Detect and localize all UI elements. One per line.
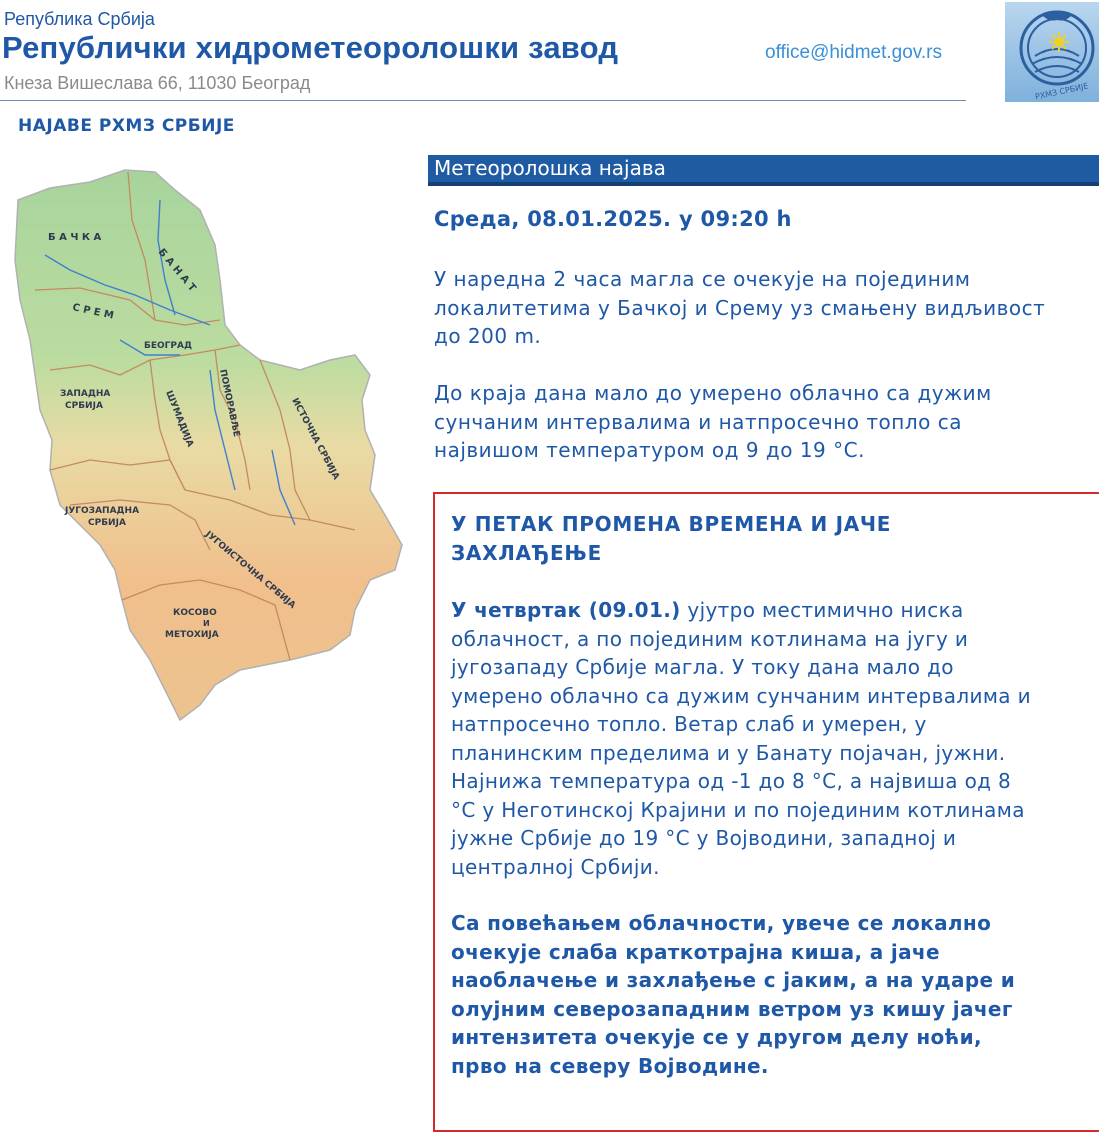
institution-name: Републички хидрометеоролошки завод	[2, 30, 619, 65]
region-label-jugozapadna-1[interactable]: ЈУГОЗАПАДНА	[65, 506, 140, 516]
region-label-pomoravlje[interactable]: ПОМОРАВЉЕ	[217, 368, 242, 438]
email-link[interactable]: office@hidmet.gov.rs	[765, 42, 942, 63]
day-label: У четвртак (09.01.)	[451, 598, 681, 622]
region-label-zapadna-2[interactable]: СРБИЈА	[65, 401, 103, 411]
region-label-jugozapadna-2[interactable]: СРБИЈА	[88, 518, 126, 528]
rhmz-logo	[1005, 2, 1099, 102]
region-label-jugoistocna[interactable]: ЈУГОИСТОЧНА СРБИЈА	[203, 529, 298, 611]
warning-thursday-text: У четвртак (09.01.) ујутро местимично ниска облачност, а по појединим котлинама на југу и југозападу Србије магла. У току дана мало до умерено облачно са дужим сунчаним интервалима и натпросечно топло. Ветар слаб и умерен, у планинским пределима и у Банату појачан, јужни. Најнижа температура од -1 до 8 °C, а највиша од 8 °C у Неготинској Крајини и по појединим котлинама јужне Србије до 19 °C у Војводини, западној и централној Србији.	[451, 598, 1031, 879]
warning-bold-text: Са повећањем облачности, увече се локално очекује слаба краткотрајна киша, а јаче наоблачење и захлађење с јаким, а на ударе и олујним северозападним ветром уз кишу јачег интензитета очекује се у другом делу ноћи, прво на северу Војводине.	[451, 911, 1016, 1078]
region-label-banat[interactable]: Б А Н А Т	[155, 246, 198, 294]
forecast-heading: Метеоролошка најава	[428, 155, 1099, 186]
region-label-beograd[interactable]: БЕОГРАД	[144, 341, 192, 351]
forecast-paragraph-1: У наредна 2 часа магла се очекује на појединим локалитетима у Бачкој и Срему уз смањену видљивост до 200 m.	[434, 267, 1046, 348]
institution-address: Кнеза Вишеслава 66, 11030 Београд	[4, 73, 311, 93]
region-label-srem[interactable]: С Р Е М	[71, 302, 115, 322]
region-label-sumadija[interactable]: ШУМАДИЈА	[163, 389, 195, 449]
region-label-kosovo-3[interactable]: МЕТОХИЈА	[165, 630, 219, 640]
region-label-kosovo-2[interactable]: И	[203, 619, 210, 628]
region-label-zapadna-1[interactable]: ЗАПАДНА	[60, 389, 111, 399]
sun-icon	[1049, 32, 1069, 52]
forecast-paragraph-2: До краја дана мало до умерено облачно са дужим сунчаним интервалима и натпросечно топло са највишом температуром од 9 до 19 °C.	[434, 381, 992, 462]
region-label-istocna[interactable]: ИСТОЧНА СРБИЈА	[289, 396, 341, 482]
warning-title: У ПЕТАК ПРОМЕНА ВРЕМЕНА И ЈАЧЕ ЗАХЛАЂЕЊЕ	[451, 512, 892, 565]
section-title: НАЈАВЕ РХМЗ СРБИЈЕ	[18, 116, 235, 136]
serbia-regions-map[interactable]	[10, 160, 410, 730]
region-label-kosovo-1[interactable]: КОСОВО	[173, 608, 217, 618]
logo-text: РХМЗ СРБИЈЕ	[1034, 81, 1090, 102]
country-name: Република Србија	[4, 9, 155, 29]
header-divider	[0, 100, 966, 101]
region-label-backa[interactable]: Б А Ч К А	[48, 232, 102, 243]
forecast-date: Среда, 08.01.2025. у 09:20 h	[434, 207, 792, 231]
